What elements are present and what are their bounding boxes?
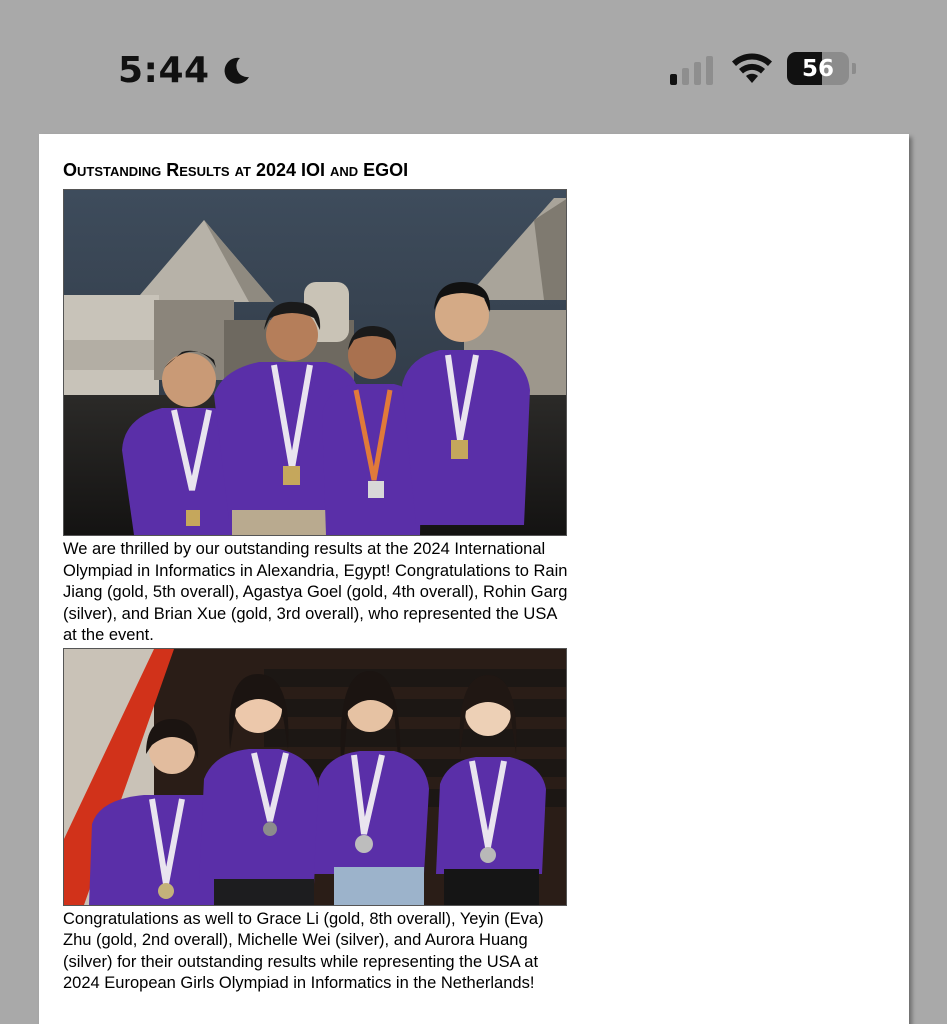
battery-percentage: 56 <box>801 55 834 82</box>
document-page <box>39 134 909 1024</box>
article <box>63 160 568 996</box>
battery-icon <box>787 52 849 85</box>
article-title: Outstanding Results at 2024 IOI and EGOI <box>63 160 409 180</box>
status-indicators <box>670 52 856 85</box>
ioi-caption: We are thrilled by our outstanding results at the 2024 International Olympiad in Informatics in Alexandria, Egypt! Congratulations to Rain Jiang (gold, 5th overall), Agastya Goel (gold, 4th overall), Rohin Garg (silver), and Brian Xue (gold, 3rd overall), who represented the USA at the event. <box>63 540 568 644</box>
battery-nub <box>852 63 856 74</box>
egoi-caption: Congratulations as well to Grace Li (gold, 8th overall), Yeyin (Eva) Zhu (gold, 2nd overall), Michelle Wei (silver), and Aurora Huang (silver) for their outstanding results while representing the USA at 2024 European Girls Olympiad in Informatics in the Netherlands! <box>63 909 544 992</box>
status-bar <box>0 0 947 134</box>
ioi-team-photo <box>63 189 567 536</box>
wifi-icon <box>731 53 773 85</box>
egoi-team-photo <box>63 648 567 906</box>
clock <box>118 50 252 91</box>
cellular-signal-icon <box>670 53 713 85</box>
clock-time: 5:44 <box>118 50 210 91</box>
moon-icon <box>220 55 252 87</box>
